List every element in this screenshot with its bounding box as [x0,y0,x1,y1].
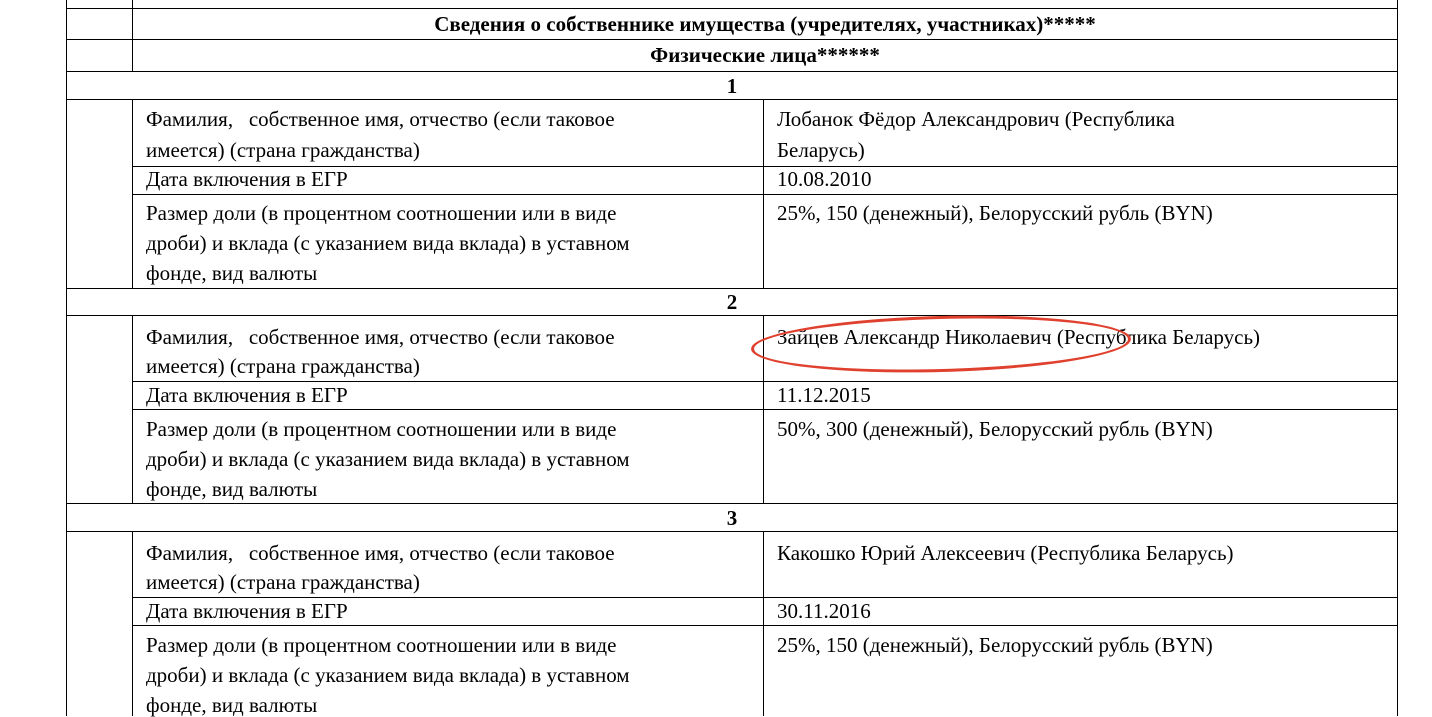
share-label: фонде, вид валюты [146,477,318,501]
name-value: Беларусь) [777,138,865,162]
row-line [132,381,1398,382]
owners-section-title: Сведения о собственнике имущества (учредителях, участниках)***** [434,12,1096,36]
name-label: Фамилия, собственное имя, отчество (если таковое [146,325,615,349]
row-line [66,39,1398,40]
name-label: имеется) (страна гражданства) [146,570,420,594]
name-label: имеется) (страна гражданства) [146,354,420,378]
share-label: дроби) и вклада (с указанием вида вклада) в уставном [146,663,630,687]
share-value: 50%, 300 (денежный), Белорусский рубль (BYN) [777,417,1213,441]
row-line [132,194,1398,195]
share-value: 25%, 150 (денежный), Белорусский рубль (BYN) [777,201,1213,225]
owner-number: 2 [726,290,738,314]
share-label: дроби) и вклада (с указанием вида вклада) в уставном [146,231,630,255]
row-line [132,597,1398,598]
highlight-oval-annotation [750,311,1131,377]
date-value: 10.08.2010 [777,167,872,191]
date-label: Дата включения в ЕГР [146,383,348,407]
col-divider-left [132,99,133,288]
col-divider-left [132,315,133,503]
row-line [132,409,1398,410]
col-divider-left [132,531,133,716]
row-line [66,99,1398,100]
name-label: Фамилия, собственное имя, отчество (если таковое [146,541,615,565]
date-label: Дата включения в ЕГР [146,599,348,623]
share-label: Размер доли (в процентном соотношении или в виде [146,633,617,657]
table-border-left [66,0,67,716]
name-value: Какошко Юрий Алексеевич (Республика Беларусь) [777,541,1234,565]
date-label: Дата включения в ЕГР [146,167,348,191]
name-value: Зайцев Александр Николаевич (Республика Беларусь) [777,325,1261,349]
persons-section-title: Физические лица****** [650,43,880,67]
row-line [66,531,1398,532]
row-line [66,8,1398,9]
row-line [66,288,1398,289]
name-value: Лобанок Фёдор Александрович (Республика [777,107,1175,131]
row-line [66,315,1398,316]
share-label: Размер доли (в процентном соотношении или в виде [146,201,617,225]
row-line [66,71,1398,72]
name-label: Фамилия, собственное имя, отчество (если таковое [146,107,615,131]
row-line [132,625,1398,626]
share-label: фонде, вид валюты [146,693,318,717]
row-line [66,503,1398,504]
share-label: дроби) и вклада (с указанием вида вклада) в уставном [146,447,630,471]
table-border-right [1397,0,1398,716]
owner-number: 3 [726,506,738,530]
share-label: Размер доли (в процентном соотношении или в виде [146,417,617,441]
share-label: фонде, вид валюты [146,261,318,285]
share-value: 25%, 150 (денежный), Белорусский рубль (BYN) [777,633,1213,657]
owner-number: 1 [726,74,738,98]
col-divider-mid [763,531,764,716]
date-value: 30.11.2016 [777,599,871,623]
col-divider-mid [763,99,764,288]
date-value: 11.12.2015 [777,383,871,407]
name-label: имеется) (страна гражданства) [146,138,420,162]
